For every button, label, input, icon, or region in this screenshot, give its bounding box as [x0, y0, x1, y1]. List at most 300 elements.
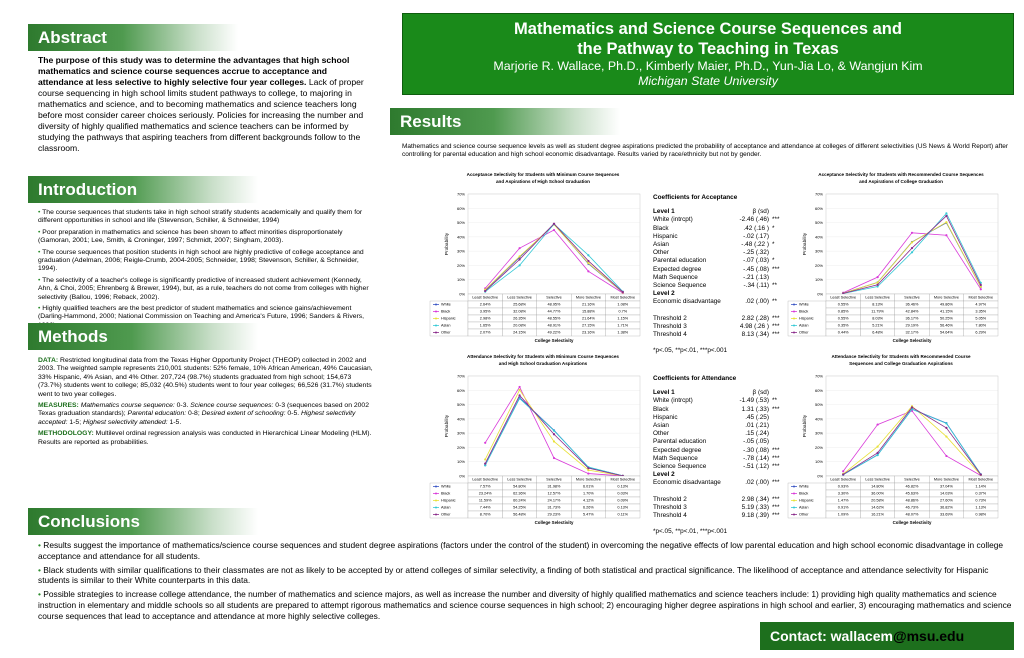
introduction-item [38, 209, 374, 226]
conclusion-item-text: Possible strategies to increase college attendance, the number of mathematics and science majors, as well as increase the number and diversity of highly qualified mathematics and science teachers include: 1) providing high quality mathematics and science instruction in elementary and middle schools so all students are prepared to attempt rigorous mathematics and science course sequences in high school; 2) encouraging higher degree aspirations in high school and earlier, 3) encouraging mathematics and science course sequences that lead to acceptance and attendance at more highly selective colleges. [38, 589, 1012, 621]
coefficient-row [653, 430, 862, 438]
data-point [945, 215, 947, 217]
data-point [519, 394, 521, 396]
data-label: 1.14% [975, 484, 987, 489]
coefficient-label [653, 488, 729, 496]
conclusion-item [38, 589, 1014, 621]
data-point [877, 423, 879, 425]
coefficient-value: -.34 (.11) [743, 282, 769, 290]
data-label: 0.44% [837, 330, 849, 335]
x-axis-label: College Selectivity [892, 338, 932, 343]
introduction-item [38, 229, 374, 246]
coefficient-label: Black [653, 405, 669, 413]
data-label: 24.17% [547, 498, 561, 503]
coefficient-value [729, 290, 769, 298]
coefficient-row [653, 414, 862, 422]
bullet-icon: • [38, 540, 44, 550]
data-point [484, 458, 486, 460]
line-chart [418, 170, 644, 346]
data-point [945, 234, 947, 236]
coefficient-row [653, 233, 862, 241]
data-label: 31.73% [547, 505, 561, 510]
title-line-2: the Pathway to Teaching in Texas [577, 40, 839, 58]
coefficient-value: .15 (.24) [745, 430, 769, 438]
conclusion-item-text: Black students with similar qualifications to their classmates are not as likely to be accepted by or attend colleges of similar selectivity, a finding of both statistical and practical significance. The likelihood of acceptance and attendance selectivity for Hispanic students is similar to their White counterparts in this data. [38, 564, 989, 586]
coefficient-significance: *** [772, 331, 780, 339]
coefficient-row [653, 444, 862, 455]
x-axis-label: College Selectivity [892, 520, 932, 525]
coefficients-attendance [653, 375, 862, 536]
y-tick-label: 60% [814, 387, 823, 393]
results-heading: Results [390, 108, 620, 135]
title-line-1: Mathematics and Science Course Sequences and [514, 20, 902, 38]
bullet-icon: • [38, 276, 43, 284]
legend-marker [435, 318, 437, 320]
y-tick-label: 20% [456, 262, 465, 268]
coefficient-label: Science Sequence [653, 282, 707, 290]
y-tick-label: 40% [456, 416, 465, 422]
coefficient-significance [769, 208, 788, 216]
legend-label: Other [799, 330, 809, 335]
chart-title: and Aspirations of College Graduation [859, 179, 943, 184]
measures-segment: Parental education: [127, 410, 187, 418]
legend-marker [435, 514, 437, 516]
data-label: 20.08% [513, 323, 527, 328]
data-label: 1.08% [617, 302, 629, 307]
x-tick-label: Less Selective [865, 477, 890, 482]
coefficient-row [653, 315, 862, 323]
data-point [945, 422, 947, 424]
coefficient-label: Other [653, 249, 669, 257]
data-point [587, 469, 589, 471]
coefficient-row [653, 520, 862, 528]
coefficient-row [653, 274, 862, 282]
coefficient-label: Threshold 4 [653, 331, 687, 339]
coefficient-row [653, 512, 862, 520]
coefficient-label: White (intrcpt) [653, 216, 693, 224]
data-label: 0.13% [617, 505, 629, 510]
data-label: 0.55% [837, 302, 849, 307]
bullet-icon: • [38, 305, 43, 313]
y-tick-label: 40% [814, 234, 823, 240]
data-label: 5.47% [583, 512, 594, 517]
y-tick-label: 40% [456, 234, 465, 240]
data-point [553, 223, 555, 225]
coefficient-value: -.02 (.17) [743, 232, 769, 240]
coefficient-value [803, 528, 843, 536]
coefficient-significance [769, 471, 788, 479]
measures-label: MEASURES: [38, 402, 79, 410]
data-label: 7.80% [975, 323, 987, 328]
results-intro: Mathematics and science course sequence levels as well as student degree aspirations predicted the probability of acceptance and attendance at colleges of different selectivities (US News & World Report) after controlling for parental education and high school economic disadvantage. Results varied by race/ethnicity but not by gender. [402, 143, 1009, 159]
introduction-heading: Introduction [28, 176, 258, 203]
abstract-bold: The purpose of this study was to determine the advantages that high school mathematics and science course sequences accrue to acceptance and attendance at less selective to highly selective four year colleges. [38, 55, 350, 87]
data-label: 32.17% [905, 330, 919, 335]
data-label: 0.55% [837, 316, 849, 321]
data-label: 1.65% [479, 323, 491, 328]
data-point [587, 262, 589, 264]
introduction-item-text: Highly qualified teachers are the best predictor of student mathematics and science gains/achievement (Darling-Hammond, 2000; National Commission on Teaching and America's Future, 1996; Sanders & Rivers, [38, 305, 365, 321]
data-point [877, 276, 879, 278]
coefficient-row [653, 282, 862, 290]
coefficient-label: Parental education [653, 257, 707, 265]
measures-segment: Desired extent of schooling: [201, 410, 286, 418]
y-tick-label: 60% [456, 387, 465, 393]
coefficient-value: 5.19 (.33) [741, 503, 769, 511]
data-label: 50.25% [939, 316, 953, 321]
coefficient-row [653, 290, 862, 298]
data-point [553, 440, 555, 442]
data-label: 0.98% [975, 512, 987, 517]
x-tick-label: More Selective [575, 477, 601, 482]
coefficient-row [653, 307, 862, 315]
introduction-item-text: The course sequences that position students in high school are highly predictive of college acceptance and graduation (Adelman, 2006; Reigle-Crumb, 2004-2005; Schneider, 1998; Stevenson, Schiller, & Schneider, 1994). [38, 248, 364, 273]
data-label: 45.63% [905, 491, 919, 496]
data-label: 1.13% [975, 505, 987, 510]
data-label: 4.97% [975, 302, 987, 307]
coefficient-value: 9.18 (.39) [741, 512, 769, 520]
chart-title: Acceptance Selectivity for Students with Minimum Course Sequences [466, 172, 620, 177]
y-tick-label: 30% [456, 248, 465, 254]
coefficient-value: -.07 (.03) [743, 257, 769, 265]
methods-text [38, 357, 374, 450]
bullet-icon: • [38, 209, 43, 216]
coefficient-value: -.48 (.22 ) [741, 241, 769, 249]
data-point [553, 433, 555, 435]
y-tick-label: 0% [459, 291, 465, 297]
coefficient-label: Level 1 [653, 389, 675, 397]
legend-label: Hispanic [799, 316, 814, 321]
coefficient-significance: *** [772, 216, 780, 224]
coefficient-significance: * [772, 257, 775, 265]
coefficient-row [653, 471, 862, 479]
data-label: 48.86% [905, 498, 919, 503]
data-point [945, 455, 947, 457]
coefficient-value: .45 (.25) [745, 413, 769, 421]
x-tick-label: Less Selective [507, 477, 532, 482]
data-label: 56.48% [513, 512, 527, 517]
coefficient-row [653, 216, 862, 224]
coefficient-row [653, 249, 862, 257]
contact-domain: @msu.edu [892, 628, 965, 644]
coefficient-significance: ** [772, 282, 777, 290]
coefficient-row [653, 463, 862, 471]
legend-label: Hispanic [441, 316, 456, 321]
data-point [911, 251, 913, 253]
coefficient-value [729, 488, 769, 496]
coefficient-value: 4.98 (.26 ) [739, 322, 769, 330]
data-label: 33.69% [939, 512, 953, 517]
coefficient-row [653, 347, 862, 355]
data-point [519, 389, 521, 391]
data-label: 29.19% [905, 323, 919, 328]
data-label: 54.64% [939, 330, 953, 335]
legend-label: Black [799, 491, 809, 496]
coefficient-row [653, 389, 862, 397]
y-tick-label: 50% [814, 402, 823, 408]
coefficient-significance [769, 290, 788, 298]
introduction-item [38, 277, 374, 302]
data-point [877, 446, 879, 448]
coefficient-label: Level 2 [653, 290, 675, 298]
data-label: 26.35% [513, 316, 527, 321]
data-label: 44.77% [547, 309, 561, 314]
coefficient-value: β (sd) [752, 389, 769, 397]
coefficient-row [653, 496, 862, 504]
plot-area [468, 376, 640, 476]
coefficient-label: Threshold 4 [653, 512, 687, 520]
coefficient-row [653, 323, 862, 331]
data-label: 60.24% [513, 498, 527, 503]
data-point [945, 427, 947, 429]
coefficient-significance: *** [772, 314, 780, 322]
data-label: 1.70% [583, 491, 594, 496]
coefficient-significance: *** [772, 454, 780, 462]
data-label: 11.79% [871, 309, 884, 314]
data-label: 23.16% [581, 330, 595, 335]
coefficient-value: .02 (.00) [745, 298, 769, 306]
data-point [911, 247, 913, 249]
data-label: 1.47% [837, 498, 849, 503]
bullet-icon: • [38, 564, 44, 575]
data-label: 7.44% [479, 505, 491, 510]
coefficient-value: -1.49 (.53) [739, 397, 769, 405]
coefficient-row [653, 225, 862, 233]
legend-label: White [799, 302, 809, 307]
y-tick-label: 30% [814, 248, 823, 254]
chart-title: and Aspirations of High School Graduation [495, 179, 591, 184]
data-label: 15.88% [581, 309, 595, 314]
y-tick-label: 70% [814, 191, 823, 197]
coefficient-label: Economic disadvantage [653, 479, 721, 487]
data-label: 37.04% [939, 484, 953, 489]
data-label: 1.15% [617, 316, 629, 321]
measures-segment: 1-5. [167, 418, 182, 426]
coefficient-significance [843, 528, 862, 536]
data-point [519, 247, 521, 249]
y-axis-label: Probability [445, 414, 450, 438]
coefficient-label: Level 2 [653, 471, 675, 479]
x-tick-label: Most Selective [968, 295, 994, 300]
data-point [911, 241, 913, 243]
data-label: 12.57% [547, 491, 561, 496]
coefficient-significance [843, 347, 862, 355]
y-tick-label: 70% [456, 373, 465, 379]
coefficient-row [653, 488, 862, 496]
coefficient-value: -.05 (.05) [743, 438, 769, 446]
data-label: 21.16% [581, 302, 595, 307]
coefficient-label: Black [653, 224, 669, 232]
coefficient-value: 1.31 (.33) [741, 405, 769, 413]
bullet-icon: • [38, 589, 44, 600]
y-axis-label: Probability [803, 414, 808, 438]
y-tick-label: 10% [456, 459, 465, 465]
legend-label: Hispanic [799, 498, 814, 503]
coefficient-label: Expected degree [653, 446, 702, 454]
coefficient-significance: * [772, 224, 775, 232]
measures-segment: 0-3. [174, 402, 191, 410]
coefficient-value [729, 471, 769, 479]
introduction-list [38, 209, 374, 333]
x-tick-label: Selective [904, 295, 920, 300]
data-label: 41.15% [939, 309, 953, 314]
coefficient-label: Science Sequence [653, 463, 707, 471]
coefficient-value: .01 (.21) [745, 422, 769, 430]
data-point [877, 454, 879, 456]
data-label: 49.86% [939, 302, 953, 307]
chart-attendance-minimum [418, 352, 644, 528]
data-label: 2.07% [479, 330, 491, 335]
data-label: 1.38% [617, 330, 629, 335]
data-label: 0.13% [617, 484, 629, 489]
data-label: 3.30% [837, 491, 849, 496]
line-chart [418, 352, 644, 528]
introduction-item-text: The selectivity of a teacher's college is significantly predictive of increased student achievement (Kennedy, Ahn, & Choi, 2005; Ehrenberg & Brewer, 1994), but, as a rule, teachers do not come from colleges with higher selectivity (Ballou, 1996; Reback, 2002). [38, 276, 369, 301]
data-label: 29.23% [547, 512, 561, 517]
conclusions-heading: Conclusions [28, 508, 258, 535]
contact-label: Contact: wallacem [770, 628, 893, 644]
data-point [945, 221, 947, 223]
data-point [980, 284, 982, 286]
coefficient-row [653, 331, 862, 339]
conclusion-item-text: Results suggest the importance of mathematics/science course sequences and student degree aspirations (factors under the control of the student) in overcoming the negative effects of low parental education and high school economic disadvantage in college acceptance and attendance for all students. [38, 540, 1004, 561]
coefficient-value [803, 347, 843, 355]
legend-marker [435, 493, 437, 495]
coefficient-label [653, 307, 729, 315]
coefficient-label [653, 339, 729, 347]
data-label: 0.11% [617, 512, 629, 517]
legend-label: Other [799, 512, 809, 517]
data-point [587, 472, 589, 474]
data-point [587, 254, 589, 256]
data-point [877, 452, 879, 454]
data-label: 27.60% [939, 498, 953, 503]
abstract-text [38, 55, 374, 154]
data-label: 14.62% [871, 505, 885, 510]
data-label: 1.09% [837, 512, 849, 517]
data-point [980, 288, 982, 290]
y-tick-label: 10% [456, 277, 465, 283]
y-tick-label: 60% [814, 205, 823, 211]
data-point [519, 386, 521, 388]
coefficient-significance: ** [772, 298, 777, 306]
coefficient-value [729, 307, 769, 315]
coefficient-significance: *** [772, 512, 780, 520]
data-label: 4.12% [583, 498, 594, 503]
coefficient-value: 8.13 (.34) [741, 331, 769, 339]
data-label: 14.80% [871, 484, 885, 489]
x-axis-label: College Selectivity [534, 338, 574, 343]
coefficient-value: β (sd) [752, 208, 769, 216]
coefficient-value: -.30 (.08) [743, 446, 769, 454]
data-point [945, 212, 947, 214]
data-label: 42.84% [905, 309, 919, 314]
chart-acceptance-minimum [418, 170, 644, 346]
data-label: 0.91% [837, 505, 849, 510]
data-label: 48.95% [547, 302, 561, 307]
coefficient-row [653, 455, 862, 463]
x-tick-label: Less Selective [507, 295, 532, 300]
data-label: 0.37% [975, 491, 987, 496]
legend-label: White [441, 484, 451, 489]
coefficient-value [729, 520, 769, 528]
data-label: 21.64% [581, 316, 595, 321]
x-tick-label: Most Selective [610, 295, 636, 300]
data-point [519, 264, 521, 266]
data-point [484, 442, 486, 444]
plot-area [468, 194, 640, 294]
data-label: 11.59% [478, 498, 492, 503]
coefficient-label: Asian [653, 422, 669, 430]
coefficient-significance: *** [772, 265, 780, 273]
measures-segment: 0-5. [285, 410, 302, 418]
coefficient-label: White (intrcpt) [653, 397, 693, 405]
data-label: 0.03% [617, 491, 629, 496]
coefficient-significance [769, 274, 788, 282]
data-label: 48.55% [547, 316, 561, 321]
coefficient-significance [769, 438, 788, 446]
coefficient-label: *p<.05, **p<.01, ***p<.001 [653, 528, 728, 536]
x-tick-label: Least Selective [830, 477, 857, 482]
data-label: 20.58% [871, 498, 885, 503]
y-tick-label: 20% [814, 262, 823, 268]
authors: Marjorie R. Wallace, Ph.D., Kimberly Maier, Ph.D., Yun-Jia Lo, & Wangjun Kim [493, 59, 923, 73]
y-tick-label: 20% [814, 444, 823, 450]
coefficient-label: Asian [653, 241, 669, 249]
data-label: 3.35% [975, 309, 987, 314]
x-tick-label: Most Selective [610, 477, 636, 482]
legend-label: Other [441, 330, 451, 335]
data-label: 48.07% [905, 512, 919, 517]
chart-title: Attendance Selectivity for Students with Recommended Course [831, 354, 971, 359]
methodology-text: Multilevel ordinal regression analysis was conducted in Hierarchical Linear Modeling (HLM). Results are reported as probabilities. [38, 430, 372, 446]
data-label: DATA: [38, 357, 59, 364]
data-point [484, 290, 486, 292]
coefficients-title: Coefficients for Acceptance [653, 194, 738, 201]
coefficient-significance [769, 307, 788, 315]
conclusion-item [38, 565, 1014, 587]
legend-label: Black [799, 309, 809, 314]
coefficient-row [653, 504, 862, 512]
coefficient-value: -2.46 (.46) [739, 216, 769, 224]
data-label: 2.64% [479, 302, 491, 307]
coefficient-label: Threshold 3 [653, 322, 687, 330]
coefficient-significance [769, 389, 788, 397]
coefficient-label: Threshold 2 [653, 495, 687, 503]
legend-marker [435, 486, 437, 488]
data-label: 14.03% [939, 491, 953, 496]
coefficient-significance [769, 414, 788, 422]
coefficient-significance [769, 430, 788, 438]
legend-label: Black [441, 309, 451, 314]
coefficient-label: Math Sequence [653, 454, 698, 462]
bullet-icon: • [38, 228, 43, 236]
data-label: 8.03% [872, 316, 883, 321]
measures-segment: Highest selectivity attended: [82, 418, 168, 426]
data-label: 46.82% [905, 484, 919, 489]
coefficient-significance [769, 520, 788, 528]
legend-label: Hispanic [441, 498, 456, 503]
y-tick-label: 50% [456, 402, 465, 408]
data-label: 0.73% [975, 498, 987, 503]
coefficient-label: Hispanic [653, 413, 678, 421]
chart-title: Attendance Selectivity for Students with Minimum Course Sequences [467, 354, 619, 359]
coefficient-row [653, 528, 862, 536]
data-point [553, 229, 555, 231]
conclusion-item [38, 540, 1014, 562]
coefficient-value: 2.98 (.34) [741, 495, 769, 503]
coefficient-significance: *** [772, 503, 780, 511]
